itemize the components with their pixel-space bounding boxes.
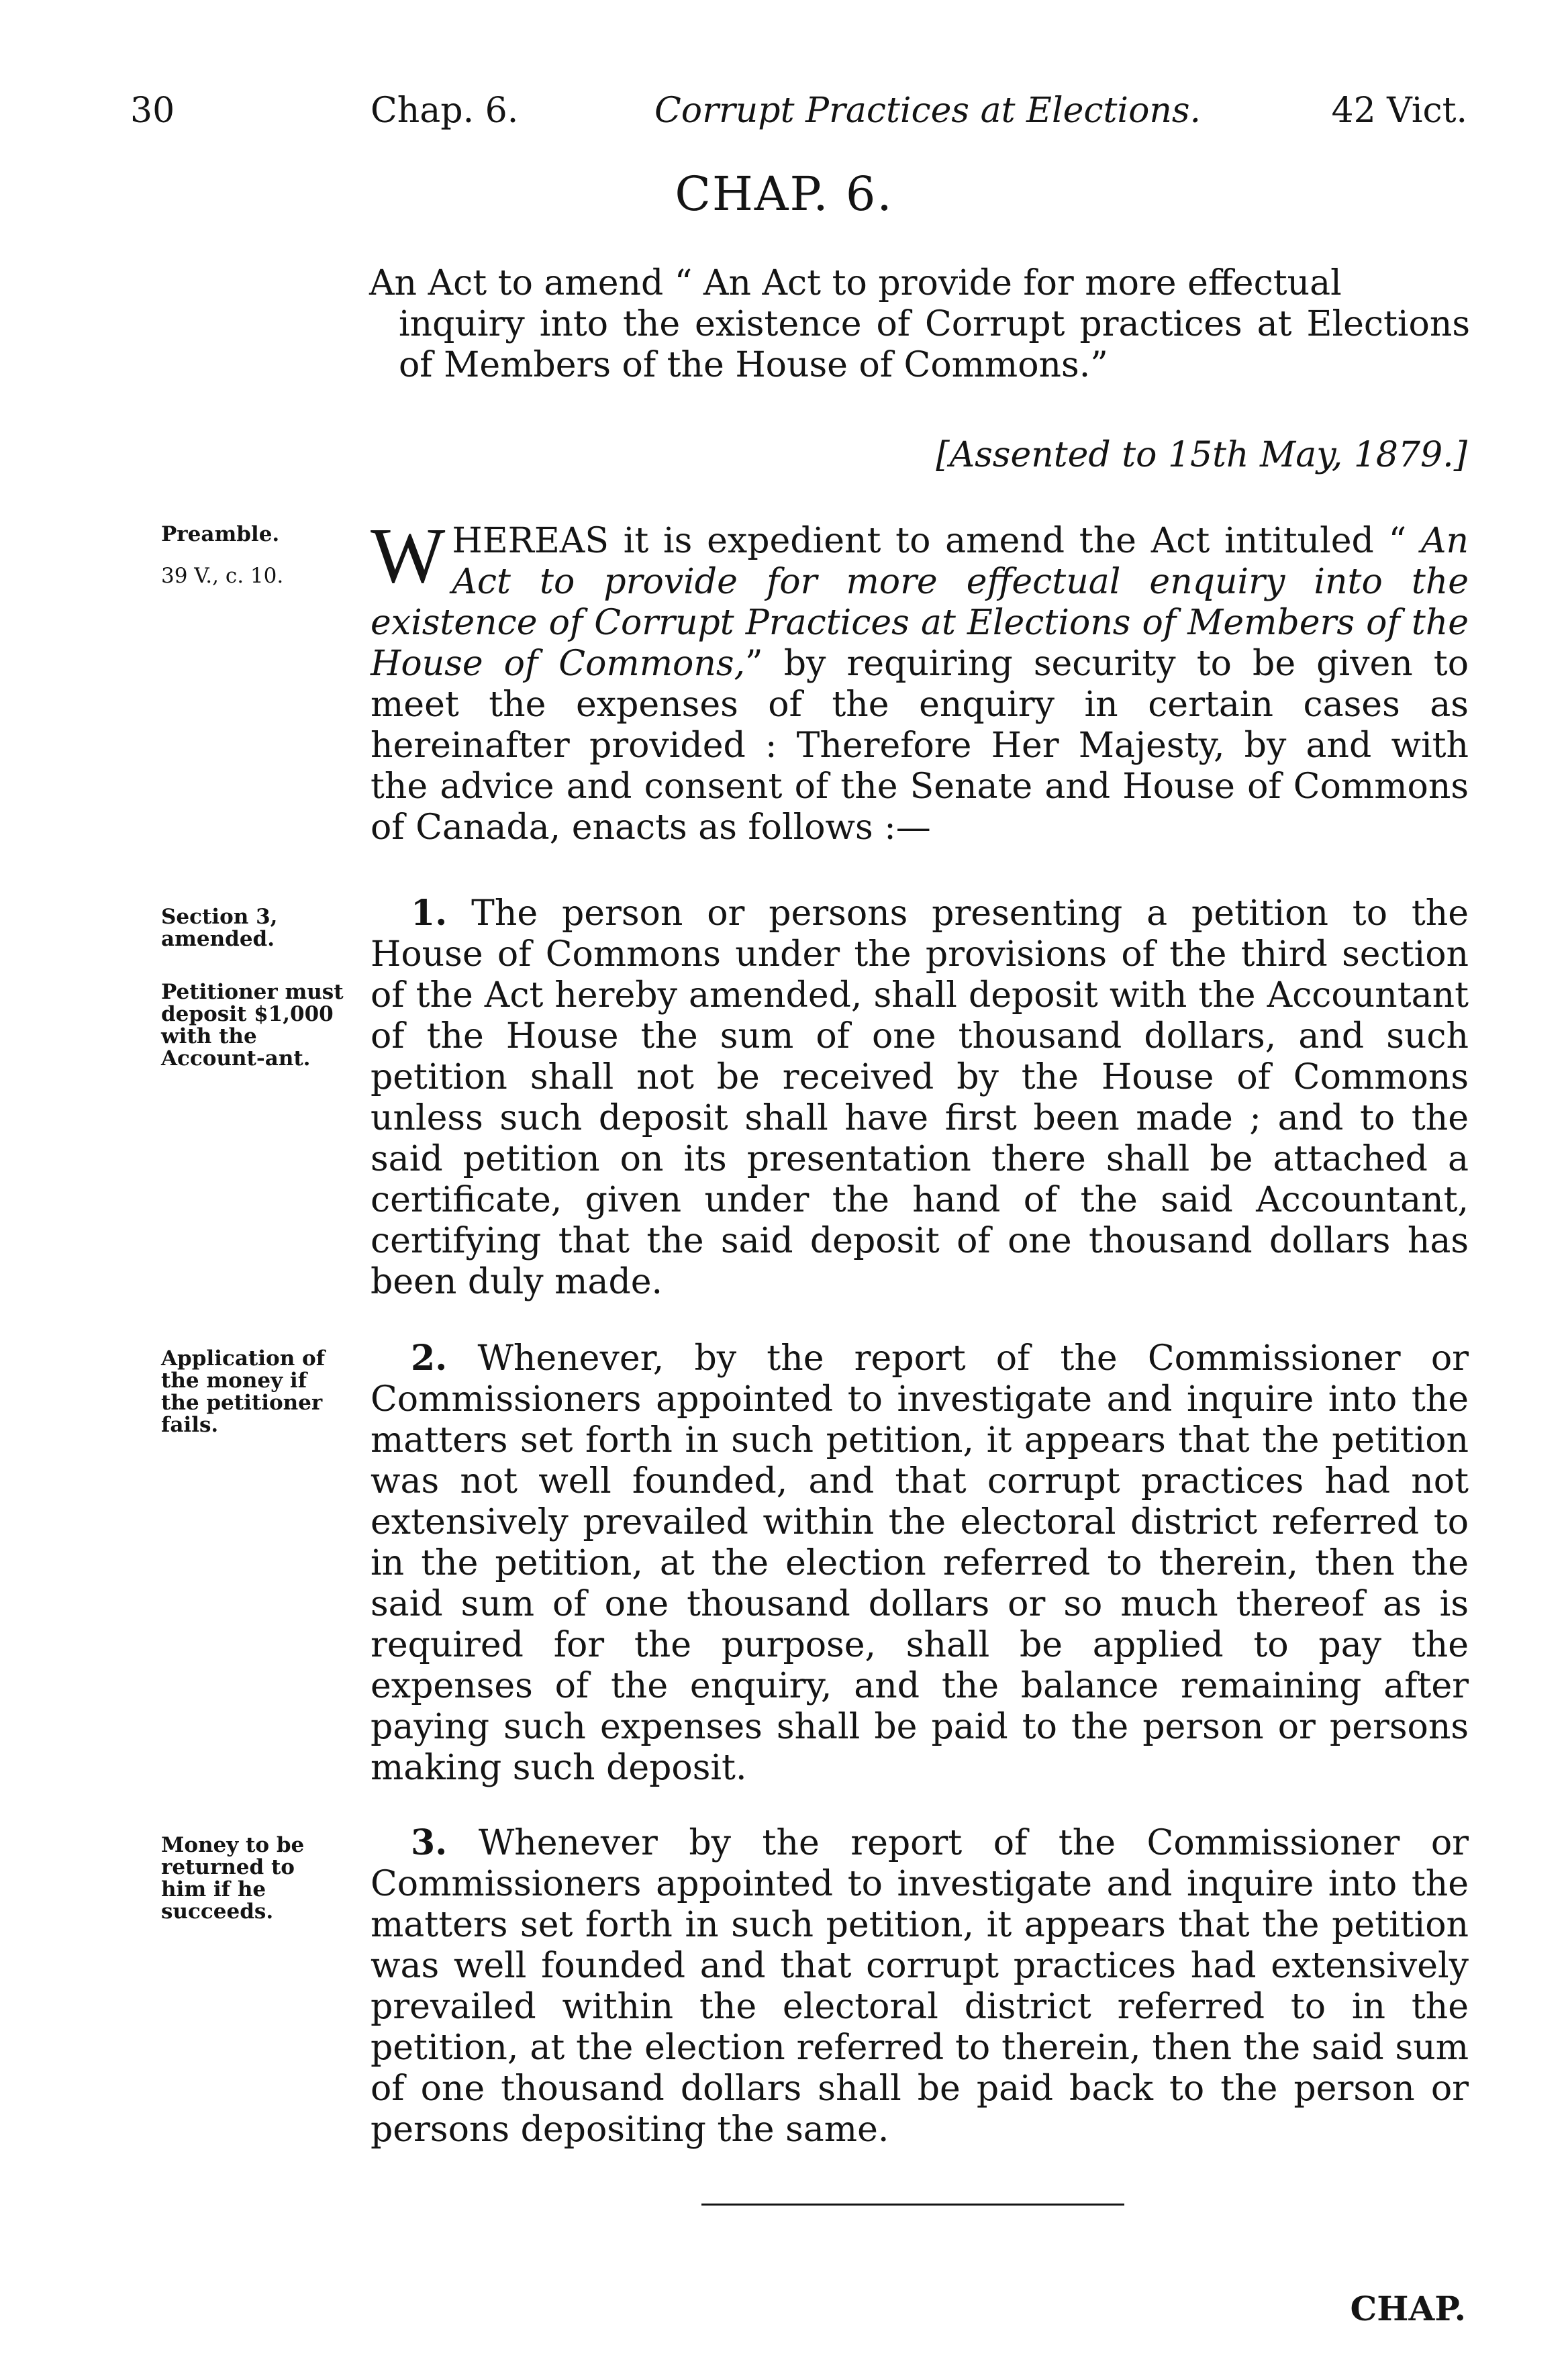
long-title-rest: inquiry into the existence of Corrupt practices at Elections of Members of the House of Commons.”: [399, 304, 1470, 385]
section-3: [371, 1822, 1469, 2151]
drop-cap: W: [371, 511, 446, 599]
assent-line: [Assented to 15th May, 1879.]: [936, 435, 1467, 475]
margin-note-section-1b: Petitioner must deposit $1,000 with the Account-ant.: [161, 980, 344, 1071]
section-1-number: 1.: [411, 893, 448, 934]
margin-note-section-3: Money to be returned to him if he succeeds.: [161, 1833, 305, 1924]
preamble-text-start: HEREAS it is expedient to amend the Act intituled “: [452, 521, 1421, 561]
section-2-number: 2.: [411, 1338, 448, 1379]
regnal-year: 42 Vict.: [1331, 91, 1467, 131]
section-3-text: Whenever by the report of the Commissioner or Commissioners appointed to investigate and inquire into the matters set forth in such petition, it appears that the petition was well founded and that corrupt practices had extensively prevailed within the electoral district referred to in the petition, at the election referred to therein, then the said sum of one thousand dollars shall be paid back to the person or persons depositing the same.: [371, 1823, 1469, 2150]
section-3-number: 3.: [411, 1822, 448, 1863]
preamble-act-title: An Act to provide for more effectual enquiry into the existence of Corrupt Practices at Elections of Members of the House of Commons,: [371, 521, 1469, 684]
section-2-text: Whenever, by the report of the Commissioner or Commissioners appointed to investigate and inquire into the matters set forth in such petition, it appears that the petition was not well founded, and that corrupt practices had not extensively prevailed within the electoral district referred to in the petition, at the election referred to therein, then the said sum of one thousand dollars or so much thereof as is required for the purpose, shall be applied to pay the expenses of the enquiry, and the balance remaining after paying such expenses shall be paid to the person or persons making such deposit.: [371, 1338, 1469, 1788]
running-title: Corrupt Practices at Elections.: [654, 91, 1202, 131]
closing-rule: [701, 2204, 1124, 2206]
section-1-text: The person or persons presenting a petition to the House of Commons under the provisions of the third section of the Act hereby amended, shall deposit with the Accountant of the House the sum of one thousand dollars, and such petition shall not be received by the House of Commons unless such deposit shall have first been made ; and to the said petition on its presentation there shall be attached a certificate, given under the hand of the said Accountant, certifying that the said deposit of one thousand dollars has been duly made.: [371, 893, 1469, 1302]
catchword: CHAP.: [1350, 2289, 1466, 2328]
long-title-first-line: An Act to amend “ An Act to provide for more effectual: [369, 263, 1342, 303]
margin-note-section-2: Application of the money if the petitioner fails.: [161, 1346, 326, 1437]
preamble-text-end: ” by requiring security to be given to meet the expenses of the enquiry in certain cases as hereinafter provided : Therefore Her Majesty, by and with the advice and consent of the Senate and House of Commons of Canada, enacts as follows :—: [371, 644, 1469, 848]
section-1: [371, 893, 1469, 1303]
margin-note-preamble: Preamble.: [161, 522, 280, 546]
margin-note-section-1a: Section 3, amended.: [161, 905, 278, 951]
section-2: [371, 1338, 1469, 1789]
chapter-heading: CHAP. 6.: [675, 166, 893, 221]
margin-note-citation: 39 V., c. 10.: [161, 564, 284, 588]
preamble-paragraph: [371, 511, 1469, 848]
chapter-label: Chap. 6.: [371, 91, 519, 131]
page-number: 30: [130, 91, 175, 131]
long-title: [369, 263, 1470, 386]
